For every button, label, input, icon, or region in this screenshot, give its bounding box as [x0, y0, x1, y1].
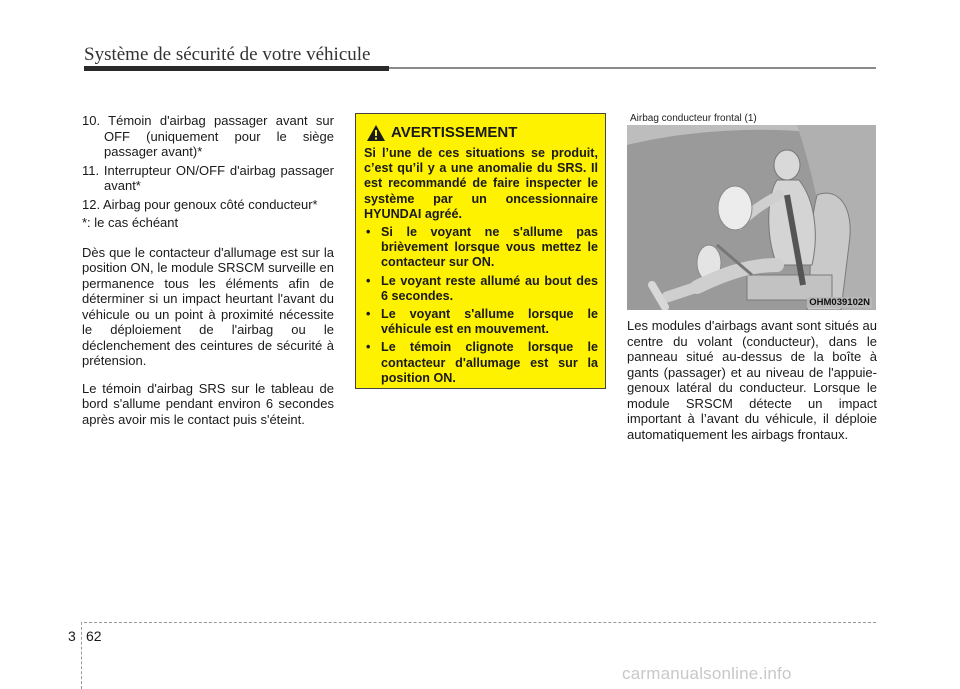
page-number: 62 — [86, 628, 102, 644]
warning-header — [364, 124, 598, 142]
warning-title: AVERTISSEMENT — [391, 124, 518, 142]
chapter-number: 3 — [68, 628, 76, 644]
footnote: *: le cas échéant — [82, 215, 179, 230]
warning-list — [364, 225, 598, 386]
figure-caption: Airbag conducteur frontal (1) — [630, 113, 757, 124]
page-header-title: Système de sécurité de votre véhicule — [84, 44, 371, 65]
body-paragraph: Les modules d'airbags avant sont situés au centre du volant (conducteur), dans le panneau situé au-dessus de la boîte à gants (passager) et au niveau de l'appuie-genoux latéral du conducteur. Lorsque le module SRSCM détecte un impact important à l’avant du véhicule, il déploie automatiquement les airbags frontaux. — [627, 318, 877, 442]
airbag-illustration — [627, 125, 876, 310]
warning-intro: Si l’une de ces situations se produit, c’est qu’il y a une anomalie du SRS. Il est recommandé de faire inspecter le système par un oncessionnaire HYUNDAI agréé. — [364, 146, 598, 221]
footer-divider — [81, 622, 82, 689]
header-rule-accent — [84, 66, 389, 71]
driver-airbag-drawing — [627, 125, 876, 310]
warning-triangle-icon — [366, 124, 386, 142]
right-column — [627, 318, 877, 442]
watermark: carmanualsonline.info — [622, 664, 792, 683]
warning-box — [355, 113, 606, 389]
warning-bullet: • Si le voyant ne s'allume pas brièvement lorsque vous mettez le contacteur sur ON. — [364, 225, 598, 271]
list-item: 11. Interrupteur ON/OFF d'airbag passager avant* — [82, 162, 334, 193]
footer-rule — [84, 622, 876, 623]
left-column — [82, 113, 334, 439]
warning-bullet: • Le voyant s'allume lorsque le véhicule est en mouvement. — [364, 307, 598, 337]
body-paragraph: Dès que le contacteur d'allumage est sur la position ON, le module SRSCM surveille en permanence tous les éléments afin de déterminer si un impact heurtant l'avant du véhicule ou un point à proximité nécessite le déploiement de l'airbag ou le déclenchement des ceintures de sécurité à prétension. — [82, 244, 334, 368]
figure-code: OHM039102N — [809, 297, 870, 308]
body-paragraph: Le témoin d'airbag SRS sur le tableau de bord s'allume pendant environ 6 secondes après avoir mis le contact puis s'éteint. — [82, 380, 334, 427]
component-list — [82, 113, 334, 212]
warning-bullet: • Le témoin clignote lorsque le contacteur d'allumage est sur la position ON. — [364, 340, 598, 386]
warning-bullet: • Le voyant reste allumé au bout des 6 secondes. — [364, 274, 598, 304]
list-item: 12. Airbag pour genoux côté conducteur* — [82, 196, 318, 212]
list-item: 10. Témoin d'airbag passager avant sur OFF (uniquement pour le siège passager avant)* — [82, 113, 334, 159]
